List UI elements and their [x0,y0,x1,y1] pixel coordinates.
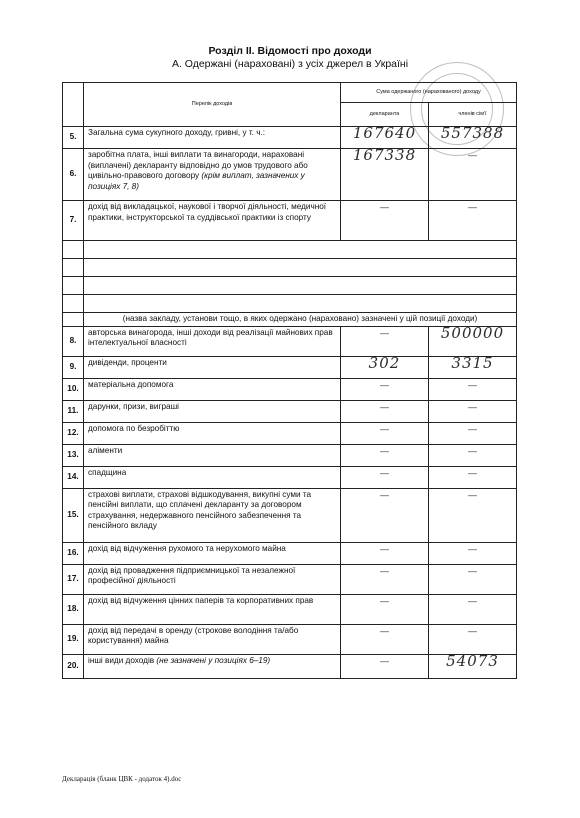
table-row [63,201,517,241]
declarant-value [341,146,429,201]
handwritten-dash: — [380,467,389,478]
handwritten-dash: — [380,327,389,338]
blank-cell [63,313,84,327]
section-subtitle: А. Одержані (нараховані) з усіх джерел в Україні [171,58,409,70]
handwritten-dash: — [468,401,477,412]
family-value [429,400,517,422]
handwritten-dash: — [380,445,389,456]
blank-line [84,295,517,313]
row-label-italic: (крім виплат, зазначених у позиціях 7, 8) [88,171,305,191]
row-number: 15. [63,488,84,542]
row-label: дохід від відчуження рухомого та нерухомого майна [84,542,341,564]
header-list: Перелік доходів [84,83,341,127]
row-label: допомога по безробіттю [84,422,341,444]
handwritten-dash: — [468,489,477,500]
header-family: членів сім'ї [429,103,517,127]
table-row [63,356,517,378]
declarant-value [341,378,429,400]
declarant-value [341,326,429,356]
family-value [429,594,517,624]
table-row [63,400,517,422]
row-label: дохід від провадження підприємницької та незалежної професійної діяльності [84,564,341,594]
row-number: 11. [63,400,84,422]
handwritten-dash: — [380,202,389,212]
declarant-value [341,488,429,542]
row-label: дохід від передачі в оренду (строкове володіння та/або користування) майна [84,624,341,654]
handwritten-dash: — [468,379,477,390]
table-row [63,149,517,201]
blank-line-row [63,241,517,259]
family-value [429,624,517,654]
declarant-value [341,466,429,488]
handwritten-dash: — [468,150,477,160]
row-number: 17. [63,564,84,594]
handwritten-dash: — [468,445,477,456]
blank-line-row [63,295,517,313]
document-footer: Декларація (бланк ЦВК - додаток 4).doc [62,775,182,783]
income-table [62,82,517,679]
blank-line-row [63,259,517,277]
blank-cell [63,295,84,313]
handwritten-dash: — [468,423,477,434]
declarant-value [341,564,429,594]
blank-cell [63,277,84,295]
declarant-value [341,624,429,654]
institution-note: (назва закладу, установи тощо, в яких одержано (нараховано) зазначені у цій позиції доходи) [84,313,517,327]
family-value [429,564,517,594]
table-row [63,422,517,444]
handwritten-dash: — [380,543,389,554]
header-amount: Сума одержаного (нарахованого) доходу [341,83,517,103]
row-number: 20. [63,654,84,678]
handwritten-dash: — [380,401,389,412]
declarant-value [341,422,429,444]
blank-cell [63,241,84,259]
handwritten-value: 3315 [451,353,494,372]
handwritten-dash: — [380,565,389,576]
row-number: 13. [63,444,84,466]
table-row [63,378,517,400]
handwritten-dash: — [468,543,477,554]
handwritten-dash: — [468,625,477,636]
family-value [429,378,517,400]
family-value [429,422,517,444]
row-number: 16. [63,542,84,564]
handwritten-value: 54073 [446,651,499,670]
row-label: дарунки, призи, виграші [84,400,341,422]
section-title: Розділ ІІ. Відомості про доходи [208,45,372,57]
handwritten-dash: — [380,595,389,606]
row-label: дивіденди, проценти [84,356,341,378]
family-value [429,201,517,241]
row-label: страхові виплати, страхові відшкодування, викупні суми та пенсійні виплати, що сплачені декларанту за договором страхування, недержавного пенсійного забезпечення та пенсійного вкладу [84,488,341,542]
row-label: дохід від викладацької, наукової і творчої діяльності, медичної практики, інструкторської та суддівської практики із спорту [84,201,341,241]
blank-line [84,241,517,259]
row-number: 5. [63,127,84,149]
handwritten-dash: — [468,202,477,212]
row-label: спадщина [84,466,341,488]
table-row [63,654,517,678]
row-number: 12. [63,422,84,444]
handwritten-dash: — [380,379,389,390]
handwritten-dash: — [380,625,389,636]
handwritten-dash: — [468,595,477,606]
table-row [63,624,517,654]
table-row [63,127,517,149]
row-number: 19. [63,624,84,654]
family-value [429,542,517,564]
family-value [429,466,517,488]
family-value [429,488,517,542]
table-row [63,488,517,542]
declarant-value [341,444,429,466]
declarant-value [341,542,429,564]
table-row [63,542,517,564]
header-num-cell [63,83,84,127]
table-row [63,594,517,624]
family-value [429,149,517,201]
handwritten-dash: — [380,489,389,500]
declarant-value [341,400,429,422]
handwritten-value: 557388 [440,124,505,142]
declarant-value [341,594,429,624]
declarant-value [341,654,429,678]
row-label [84,149,341,201]
row-label: матеріальна допомога [84,378,341,400]
declarant-value [341,353,429,378]
blank-line-row [63,277,517,295]
table-row [63,466,517,488]
handwritten-dash: — [380,423,389,434]
row-number: 18. [63,594,84,624]
row-number: 6. [63,149,84,201]
declarant-value [341,201,429,241]
row-number: 7. [63,201,84,241]
row-number: 9. [63,356,84,378]
blank-cell [63,259,84,277]
blank-line [84,259,517,277]
handwritten-dash: — [380,655,389,666]
row-label: дохід від відчуження цінних паперів та корпоративних прав [84,594,341,624]
header-declarant: декларанта [341,103,429,127]
row-number: 14. [63,466,84,488]
table-row [63,444,517,466]
blank-line [84,277,517,295]
row-label-text: заробітна плата, інші виплати та винагороди, нараховані (виплачені) декларанту відповідно до умов трудового або цивільно-правового договору [88,150,308,180]
handwritten-value: 500000 [440,323,505,342]
row-number: 8. [63,326,84,356]
handwritten-dash: — [468,467,477,478]
row-label: авторська винагорода, інші доходи від реалізації майнових прав інтелектуальної власності [84,326,341,356]
handwritten-value: 167640 [352,124,417,142]
row-label: аліменти [84,444,341,466]
family-value [429,444,517,466]
handwritten-value: 167338 [352,146,417,164]
row-label-italic: (не зазначені у позиціях 6–19) [156,655,271,665]
family-value [429,124,517,149]
family-value [429,323,517,356]
row-label-text: інші види доходів [88,655,155,665]
row-label [84,654,341,678]
family-value [429,353,517,378]
row-label: Загальна сума сукупного доходу, гривні, у т. ч.: [84,127,341,149]
table-row [63,326,517,356]
handwritten-dash: — [468,565,477,576]
row-number: 10. [63,378,84,400]
table-row [63,564,517,594]
family-value [429,651,517,678]
handwritten-value: 302 [368,353,401,372]
